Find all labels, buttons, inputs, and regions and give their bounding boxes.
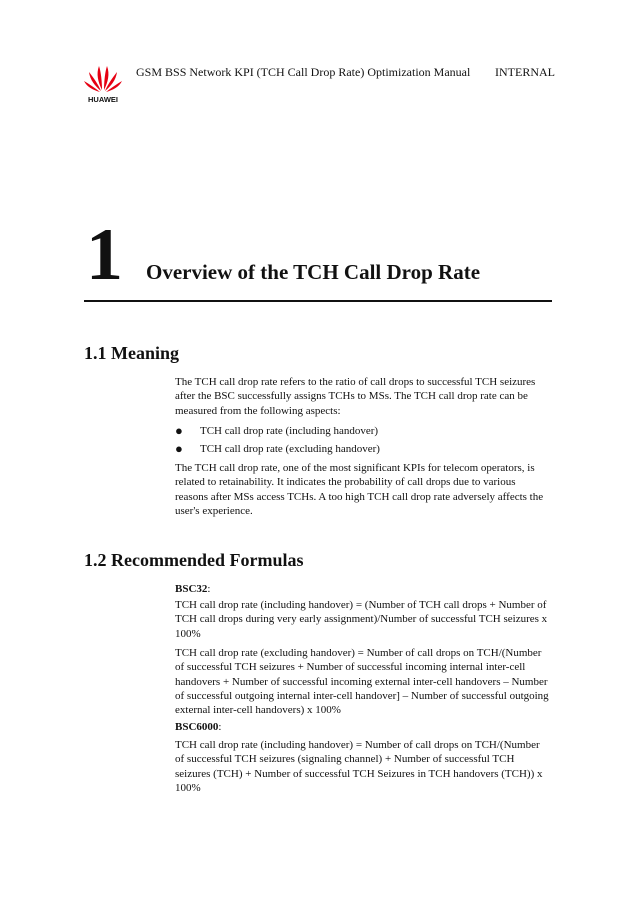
list-item [175, 424, 550, 442]
formula-text: TCH call drop rate (including handover) = Number of call drops on TCH/(Number of successful TCH seizures (signaling channel) + Number of successful TCH seizures (TCH) + Number of successful TCH Seizures in TCH handovers (TCH)) x 100% [175, 739, 543, 794]
list-item [175, 442, 550, 460]
classification-label: INTERNAL [495, 65, 555, 79]
meaning-intro-paragraph [175, 375, 550, 418]
bsc6000-formula-including [175, 738, 550, 795]
list-item-text: TCH call drop rate (excluding handover) [200, 443, 380, 455]
chapter-heading [84, 212, 554, 304]
list-item-text: TCH call drop rate (including handover) [200, 425, 379, 437]
bsc32-formula-including [175, 598, 550, 641]
meaning-closing-paragraph [175, 461, 550, 518]
chapter-divider [84, 300, 552, 302]
bullet-list [175, 424, 550, 460]
document-title: GSM BSS Network KPI (TCH Call Drop Rate) Optimization Manual [136, 65, 471, 79]
formula-text: TCH call drop rate (excluding handover) = Number of call drops on TCH/(Number of successful TCH seizures + Number of successful incoming internal inter-cell handovers + Number of successful incoming external inter-cell handovers – Number of successful outgoing internal inter-cell handover] – Number of successful outgoing external inter-cell handovers) x 100% [175, 647, 549, 717]
paragraph-text: The TCH call drop rate refers to the ratio of call drops to successful TCH seizures after the BSC successfully assigns TCHs to MSs. The TCH call drop rate can be measured from the following aspects: [175, 376, 536, 417]
formula-text: TCH call drop rate (including handover) = (Number of TCH call drops + Number of TCH call drops during very early assignment)/Number of successful TCH seizures x 100% [175, 599, 548, 640]
section-heading-formulas: 1.2 Recommended Formulas [84, 550, 304, 570]
bsc6000-label: BSC6000 [175, 721, 219, 733]
svg-text:HUAWEI: HUAWEI [88, 95, 118, 104]
section-heading-meaning: 1.1 Meaning [84, 343, 180, 363]
bsc6000-label-line: BSC6000: [175, 721, 222, 733]
huawei-logo [82, 60, 124, 104]
paragraph-text: The TCH call drop rate, one of the most significant KPIs for telecom operators, is related to retainability. It indicates the probability of call drops due to various reasons after MSs access TCHs. A too high TCH call drop rate adversely affects the user's experience. [175, 462, 544, 517]
chapter-title: Overview of the TCH Call Drop Rate [146, 260, 481, 284]
page-header [82, 58, 562, 108]
bullet-icon: ● [175, 423, 183, 438]
bullet-icon: ● [175, 441, 183, 456]
bsc32-label: BSC32 [175, 583, 208, 595]
bsc32-formula-excluding [175, 646, 550, 717]
chapter-number: 1 [86, 214, 123, 296]
bsc32-label-line: BSC32: [175, 583, 211, 595]
huawei-flower-icon [82, 60, 124, 104]
